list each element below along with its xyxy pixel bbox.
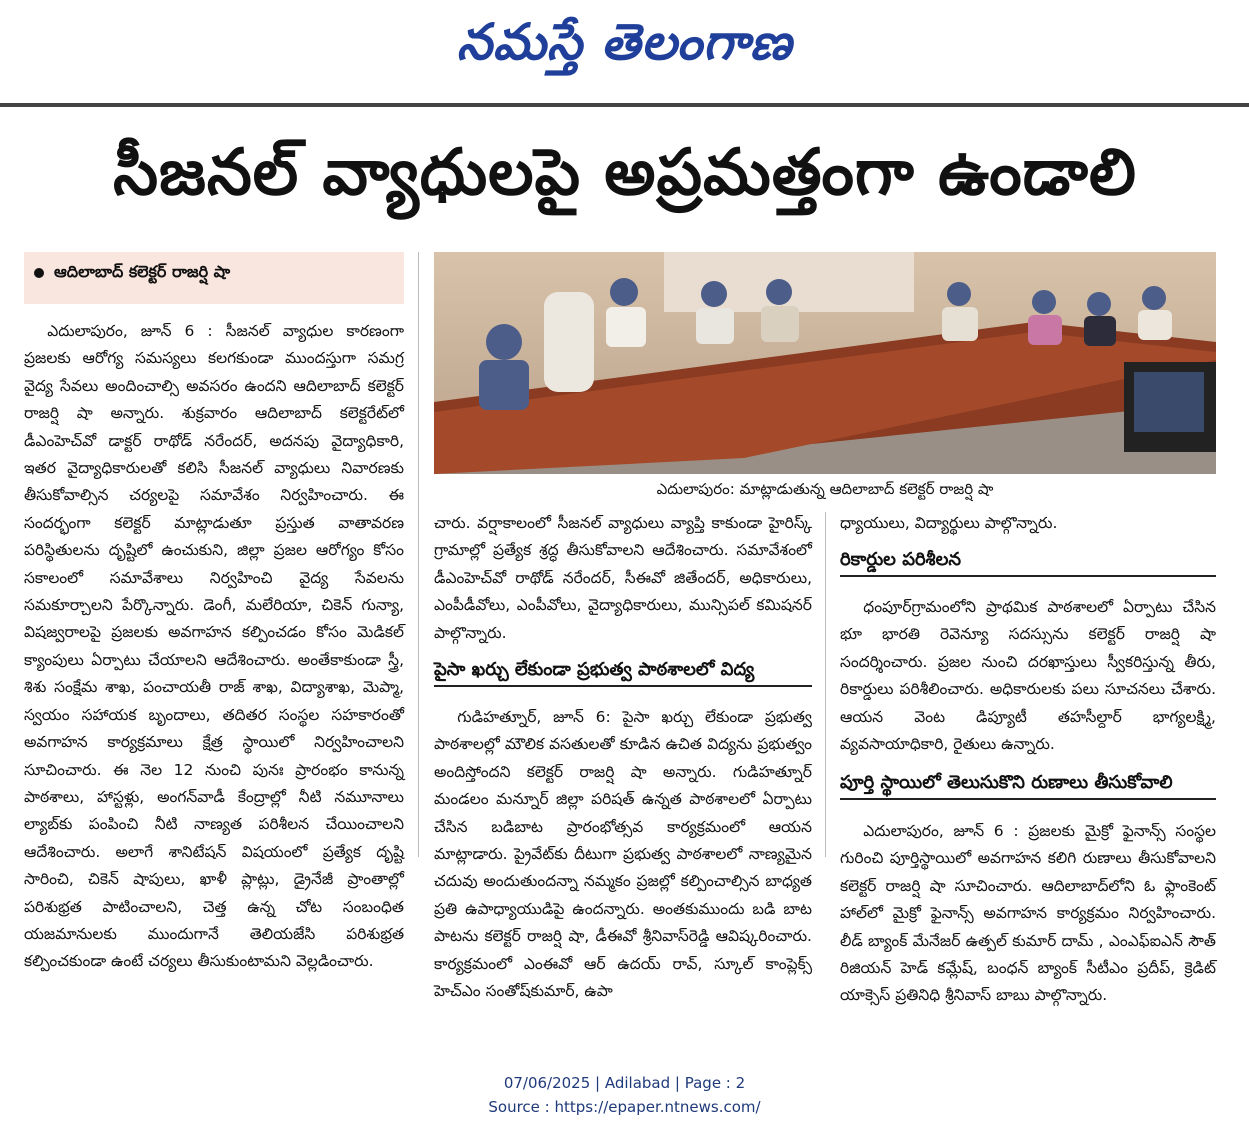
article-column-3-loans — [840, 818, 1216, 1010]
bullet-icon — [34, 268, 44, 278]
photo-caption: ఎదులాపురం: మాట్లాడుతున్న ఆదిలాబాద్ కలెక్టర్ రాజర్షి షా — [656, 480, 994, 498]
subheading-loans-awareness: పూర్తి స్థాయిలో తెలుసుకొని రుణాలు తీసుకోవాలి — [840, 768, 1216, 800]
article-headline: సీజనల్ వ్యాధులపై అప్రమత్తంగా ఉండాలి — [113, 136, 1137, 210]
paragraph: ఎదులాపురం, జూన్ 6 : ప్రజలకు మైక్రో ఫైనాన్స్ సంస్థల గురించి పూర్తిస్థాయిలో అవగాహన కలిగి రుణాలు తీసుకోవాలని కలెక్టర్ రాజర్షి షా సూచించారు. ఆదిలాబాద్‌లోని ఓ ఫ్లాంకెంట్ హాల్‌లో మైక్రో ఫైనాన్స్ అవగాహన కార్యక్రమం నిర్వహించారు. లీడ్ బ్యాంక్ మేనేజర్ ఉత్పల్ కుమార్ దామ్ , ఎంఎఫ్ఐఎన్ సౌత్ రిజియన్ హెడ్ కమ్లేష్, బంధన్ బ్యాంక్ సీటీఎం ప్రదీప్, క్రెడిట్ యాక్సెస్ ప్రతినిధి శ్రీనివాస్ బాబు పాల్గొన్నారు. — [840, 822, 1216, 1005]
column-divider — [825, 512, 826, 857]
meeting-photo-image — [434, 252, 1216, 474]
byline-text: ఆదిలాబాద్ కలెక్టర్ రాజర్షి షా — [54, 262, 231, 281]
subheading-records-inspection: రికార్డుల పరిశీలన — [840, 545, 1216, 577]
article-column-3 — [840, 510, 1216, 537]
masthead-divider — [0, 103, 1249, 107]
byline-box — [24, 252, 404, 304]
masthead — [0, 0, 1249, 100]
paragraph: ధంపూర్‌గ్రామంలోని ప్రాథమిక పాఠశాలలో ఏర్పాటు చేసిన భూ భారతి రెవెన్యూ సదస్సును కలెక్టర్ రాజర్షి షా సందర్శించారు. ప్రజల నుంచి దరఖాస్తులు స్వీకరిస్తున్న తీరు, రికార్డులు పరిశీలించారు. అధికారులకు పలు సూచనలు చేశారు. ఆయన వెంట డిప్యూటీ తహసీల్దార్ భాగ్యలక్ష్మి, వ్యవసాయాధికారి, రైతులు ఉన్నారు. — [840, 598, 1216, 754]
article-column-2 — [434, 510, 812, 647]
paragraph: ఎదులాపురం, జూన్ 6 : సీజనల్ వ్యాధుల కారణంగా ప్రజలకు ఆరోగ్య సమస్యలు కలగకుండా ముందస్తుగా సమగ్ర వైద్య సేవలు అందించాల్సి అవసరం ఉందని ఆదిలాబాద్ కలెక్టర్ రాజర్షి షా అన్నారు. శుక్రవారం ఆదిలాబాద్ కలెక్టరేట్‌లో డీఎంహెచ్‌వో డాక్టర్ రాథోడ్ నరేందర్, అదనపు వైద్యాధికారి, ఇతర వైద్యాధికారులతో కలిసి సీజనల్ వ్యాధులు నివారణకు తీసుకోవాల్సిన చర్యలపై సమావేశం నిర్వహించారు. ఈ సందర్భంగా కలెక్టర్ మాట్లాడుతూ ప్రస్తుత వాతావరణ పరిస్థితులను దృష్టిలో ఉంచుకుని, జిల్లా ప్రజల ఆరోగ్యం కోసం సకాలంలో సమావేశాలు నిర్వహించి వైద్య సేవలను సమకూర్చాలని పేర్కొన్నారు. డెంగీ, మలేరియా, చికెన్ గున్యా, విషజ్వరాలపై ప్రజలకు అవగాహన కల్పించడం కోసం మెడికల్ క్యాంపులు ఏర్పాటు చేయాలని ఆదేశించారు. అంతేకాకుండా స్త్రీ, శిశు సంక్షేమ శాఖ, పంచాయతీ రాజ్ శాఖ, విద్యాశాఖ, మెప్మా, స్వయం సహాయక బృందాలు, తదితర సంస్థల సహకారంతో అవగాహన కార్యక్రమాలు క్షేత్ర స్థాయిలో నిర్వహించాలని సూచించారు. ఈ నెల 12 నుంచి పునః ప్రారంభం కానున్న పాఠశాలు, హాస్టళ్లు, అంగన్‌వాడీ కేంద్రాల్లో నీటి నమూనాలు ల్యాబ్‌కు పంపించి నీటి నాణ్యత పరిశీలన చేయించాలని ఆదేశించారు. అలాగే శానిటేషన్ విషయంలో ప్రత్యేక దృష్టి సారించి, చికెన్ షాపులు, ఖాళీ ప్లాట్లు, డ్రైనేజీ ప్రాంతాల్లో పరిశుభ్రత పాటించాలని, చెత్త ఉన్న చోట సంబంధిత యజమానులకు ముందుగానే తెలియజేసి పరిశుభ్రత కల్పించకుండా ఉంటే చర్యలు తీసుకుంటామని వెల్లడించారు. — [24, 322, 404, 971]
article-column-2-continued — [434, 704, 812, 1005]
article-photo — [434, 252, 1216, 474]
paragraph: గుడిహత్నూర్, జూన్ 6: పైసా ఖర్చు లేకుండా ప్రభుత్వ పాఠశాలల్లో మౌలిక వసతులతో కూడిన ఉచిత విద్యను ప్రభుత్వం అందిస్తోందని కలెక్టర్ రాజర్షి షా అన్నారు. గుడిహత్నూర్ మండలం మన్నూర్ జిల్లా పరిషత్ ఉన్నత పాఠశాలలో ఏర్పాటు చేసిన బడిబాట ప్రారంభోత్సవ కార్యక్రమంలో ఆయన మాట్లాడారు. ప్రైవేట్‌కు దీటుగా ప్రభుత్వ పాఠశాలలో నాణ్యమైన చదువు అందుతుందన్నా నమ్మకం ప్రజల్లో కల్పించాల్సిన బాధ్యత ప్రతి ఉపాధ్యాయుడిపై ఉందన్నారు. అంతకుముందు బడి బాట పాటను కలెక్టర్ రాజర్షి షా, డీఈవో శ్రీనివాస్‌రెడ్డి ఆవిష్కరించారు. కార్యక్రమంలో ఎంఈవో ఆర్ ఉదయ్ రావ్, స్కూల్ కాంప్లెక్స్ హెచ్‌ఎం సంతోష్‌కుమార్, ఉపా — [434, 708, 812, 1001]
article-column-3-records — [840, 594, 1216, 758]
paragraph: చారు. వర్షాకాలంలో సీజనల్ వ్యాధులు వ్యాప్తి కాకుండా హైరిస్క్ గ్రామాల్లో ప్రత్యేక శ్రద్ధ తీసుకోవాలని ఆదేశించారు. సమావేశంలో డీఎంహెచ్‌వో రాథోడ్ నరేందర్, సీఈవో జితేందర్, అధికారులు, ఎంపీడీవోలు, ఎంపీవోలు, వైద్యాధికారులు, మున్సిపల్ కమిషనర్ పాల్గొన్నారు. — [434, 514, 812, 642]
paragraph: ధ్యాయులు, విద్యార్థులు పాల్గొన్నారు. — [840, 514, 1058, 532]
footer-dateline: 07/06/2025 | Adilabad | Page : 2 — [503, 1074, 746, 1092]
footer-source-link[interactable]: Source : https://epaper.ntnews.com/ — [488, 1098, 761, 1116]
article-column-1 — [24, 318, 404, 1048]
newspaper-logo: నమస్తే తెలంగాణ — [456, 12, 793, 71]
subheading-free-education: పైసా ఖర్చు లేకుండా ప్రభుత్వ పాఠశాలలో విద్య — [434, 655, 812, 687]
column-divider — [418, 252, 419, 857]
